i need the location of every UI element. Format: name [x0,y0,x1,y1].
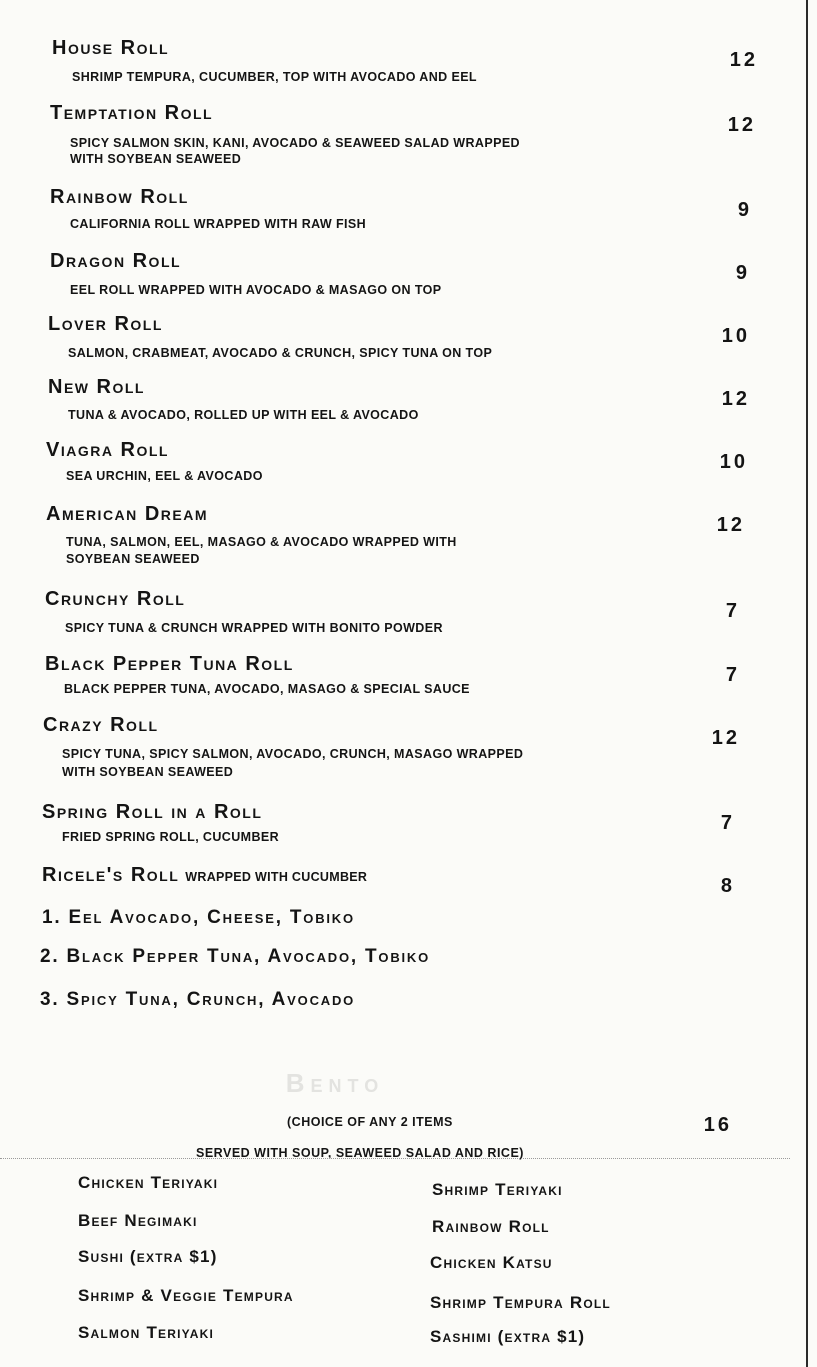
item-price: 12 [711,727,740,749]
combo-section-heading: Bento [285,1068,385,1098]
item-name: Crazy Roll [43,714,159,736]
item-price: 12 [721,388,750,410]
combo-choice: Chicken Katsu [430,1253,553,1272]
item-name: New Roll [48,376,145,398]
item-name: Lover Roll [48,313,163,335]
item-price: 7 [720,812,735,834]
item-price: 10 [721,325,750,347]
item-description: WITH SOYBEAN SEAWEED [62,765,234,779]
item-name: Rainbow Roll [50,186,189,208]
combo-choice: Sashimi (extra $1) [430,1327,586,1346]
riceles-option: 3. Spicy Tuna, Crunch, Avocado [40,989,356,1010]
combo-choice: Shrimp Teriyaki [432,1180,563,1199]
item-description: BLACK PEPPER TUNA, AVOCADO, MASAGO & SPECIAL SAUCE [64,682,470,696]
item-description: FRIED SPRING ROLL, CUCUMBER [62,830,280,844]
combo-choice: Beef Negimaki [78,1211,198,1230]
item-price: 7 [725,600,740,622]
combo-choice: Chicken Teriyaki [78,1173,219,1192]
riceles-option: 2. Black Pepper Tuna, Avocado, Tobiko [40,946,431,967]
combo-price: 16 [703,1114,732,1136]
item-description: CALIFORNIA ROLL WRAPPED WITH RAW FISH [70,217,367,231]
item-name: Dragon Roll [50,250,182,272]
item-name: American Dream [46,503,208,525]
page-edge-line [806,0,808,1367]
dotted-divider [0,1158,790,1159]
item-description: SPICY SALMON SKIN, KANI, AVOCADO & SEAWEED SALAD WRAPPED [70,136,520,150]
item-price: 12 [716,514,745,536]
item-price: 10 [719,451,748,473]
item-description: EEL ROLL WRAPPED WITH AVOCADO & MASAGO ON TOP [70,283,442,297]
item-name: Black Pepper Tuna Roll [45,653,294,675]
item-description: SPICY TUNA, SPICY SALMON, AVOCADO, CRUNCH, MASAGO WRAPPED [62,747,524,761]
combo-choice: Sushi (extra $1) [78,1247,218,1266]
combo-choice: Rainbow Roll [432,1217,550,1236]
item-price: 9 [735,262,750,284]
item-description: TUNA, SALMON, EEL, MASAGO & AVOCADO WRAPPED WITH [66,535,457,549]
combo-choice: Shrimp Tempura Roll [430,1293,611,1312]
item-name [42,864,367,887]
item-name: House Roll [52,37,170,59]
item-price: 8 [720,875,735,897]
item-description: SPICY TUNA & CRUNCH WRAPPED WITH BONITO POWDER [65,621,443,635]
item-price: 9 [737,199,752,221]
item-name: Viagra Roll [46,439,169,461]
item-price: 12 [727,114,756,136]
item-description: SHRIMP TEMPURA, CUCUMBER, TOP WITH AVOCADO AND EEL [72,70,477,84]
item-description: SOYBEAN SEAWEED [66,552,200,566]
item-name: Spring Roll in a Roll [42,801,263,823]
item-description: TUNA & AVOCADO, ROLLED UP WITH EEL & AVOCADO [68,408,419,422]
item-price: 12 [729,49,758,71]
item-name: Crunchy Roll [45,588,186,610]
combo-choice: Shrimp & Veggie Tempura [78,1286,294,1305]
combo-choice: Salmon Teriyaki [78,1323,215,1342]
combo-description-line: SERVED WITH SOUP, SEAWEED SALAD AND RICE) [196,1146,524,1160]
item-description: SEA URCHIN, EEL & AVOCADO [66,469,263,483]
item-name: Temptation Roll [50,102,214,124]
combo-description-line: (CHOICE OF ANY 2 ITEMS [287,1115,453,1129]
item-name-text: Ricele's Roll [42,864,180,886]
item-note: WRAPPED WITH CUCUMBER [185,870,368,884]
item-price: 7 [725,664,740,686]
item-description: WITH SOYBEAN SEAWEED [70,152,242,166]
riceles-option: 1. Eel Avocado, Cheese, Tobiko [42,907,355,928]
item-description: SALMON, CRABMEAT, AVOCADO & CRUNCH, SPICY TUNA ON TOP [68,346,493,360]
